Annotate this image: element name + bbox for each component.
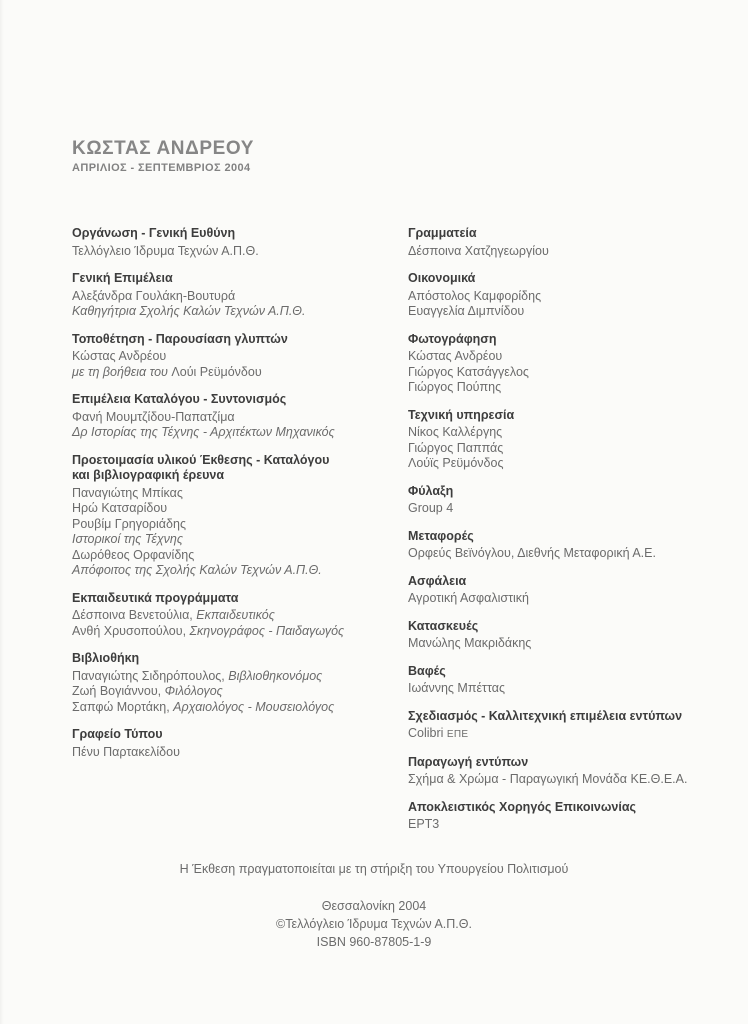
credit-line: Απόφοιτος της Σχολής Καλών Τεχνών Α.Π.Θ. bbox=[72, 563, 322, 577]
colophon-isbn: ISBN 960-87805-1-9 bbox=[316, 935, 432, 949]
credit-section bbox=[408, 271, 720, 320]
credit-line: Ρουβίμ Γρηγοριάδης bbox=[72, 516, 186, 531]
credit-section bbox=[72, 591, 408, 640]
credit-section bbox=[72, 453, 408, 579]
credit-line: Αγροτική Ασφαλιστική bbox=[408, 591, 529, 605]
credit-section bbox=[408, 484, 720, 517]
credit-line: Νίκος Καλλέργης bbox=[408, 425, 503, 439]
credit-line: Γιώργος Πούπης bbox=[408, 380, 502, 394]
credit-line: Φανή Μουμτζίδου-Παπατζίμα bbox=[72, 409, 235, 424]
credit-line: Δέσποινα Βενετούλια, Εκπαιδευτικός bbox=[72, 608, 275, 622]
section-heading: Φύλαξη bbox=[408, 483, 454, 498]
section-heading: Βιβλιοθήκη bbox=[72, 651, 140, 665]
section-heading: Ασφάλεια bbox=[408, 573, 467, 588]
section-heading: Βαφές bbox=[408, 663, 446, 678]
credit-line: με τη βοήθεια του Λούι Ρεϋμόνδου bbox=[72, 364, 262, 379]
section-heading: Αποκλειστικός Χορηγός Επικοινωνίας bbox=[408, 799, 637, 814]
credit-line: Μανώλης Μακριδάκης bbox=[408, 636, 532, 650]
credit-line: Ζωή Βογιάννου, Φιλόλογος bbox=[72, 684, 223, 698]
credit-line: Δωρόθεος Ορφανίδης bbox=[72, 547, 195, 562]
credit-line: Ευαγγελία Διμπνίδου bbox=[408, 304, 525, 318]
credit-line: Αλεξάνδρα Γουλάκη-Βουτυρά bbox=[72, 288, 236, 303]
credit-line: Πένυ Παρτακελίδου bbox=[72, 744, 180, 759]
section-heading: Τεχνική υπηρεσία bbox=[408, 407, 515, 422]
credit-section bbox=[408, 755, 720, 788]
credit-section bbox=[408, 332, 720, 396]
credit-line: Απόστολος Καμφορίδης bbox=[408, 288, 542, 303]
section-heading: Μεταφορές bbox=[408, 528, 474, 543]
credit-section bbox=[72, 727, 408, 760]
credit-section bbox=[408, 664, 720, 697]
credit-line: Κώστας Ανδρέου bbox=[72, 349, 167, 363]
section-heading: Παραγωγή εντύπων bbox=[408, 754, 529, 769]
ministry-support-note: Η Έκθεση πραγματοποιείται με τη στήριξη του Υπουργείου Πολιτισμού bbox=[179, 862, 569, 876]
credit-section bbox=[408, 800, 720, 833]
credit-line: Παναγιώτης Μπίκας bbox=[72, 485, 183, 500]
section-heading: Σχεδιασμός - Καλλιτεχνική επιμέλεια εντύπων bbox=[408, 708, 683, 723]
credit-line: Δέσποινα Χατζηγεωργίου bbox=[408, 243, 549, 258]
credit-line: Σαπφώ Μορτάκη, Αρχαιολόγος - Μουσειολόγος bbox=[72, 699, 335, 714]
section-heading: Γραμματεία bbox=[408, 226, 477, 240]
credit-line: Ηρώ Κατσαρίδου bbox=[72, 501, 168, 515]
section-heading: Επιμέλεια Καταλόγου - Συντονισμός bbox=[72, 392, 287, 406]
credit-section bbox=[72, 332, 408, 381]
section-heading: Εκπαιδευτικά προγράμματα bbox=[72, 590, 239, 605]
credit-line: Σχήμα & Χρώμα - Παραγωγική Μονάδα ΚΕ.Θ.Ε.Α. bbox=[408, 772, 688, 786]
credit-line: Group 4 bbox=[408, 501, 454, 515]
credit-section bbox=[408, 226, 720, 259]
credit-line: Ιωάννης Μπέττας bbox=[408, 681, 505, 695]
credit-line: Παναγιώτης Σιδηρόπουλος, Βιβλιοθηκονόμος bbox=[72, 668, 323, 683]
section-heading: Προετοιμασία υλικού Έκθεσης - Καταλόγου bbox=[72, 452, 330, 467]
colophon-city-year: Θεσσαλονίκη 2004 bbox=[321, 899, 427, 913]
credit-line: Ιστορικοί της Τέχνης bbox=[72, 532, 183, 546]
credit-section bbox=[72, 271, 408, 320]
credits-column-right bbox=[408, 226, 720, 845]
credit-line: Τελλόγλειο Ίδρυμα Τεχνών Α.Π.Θ. bbox=[72, 243, 259, 258]
credit-section bbox=[72, 392, 408, 441]
credit-section bbox=[408, 619, 720, 652]
credit-line: Ανθή Χρυσοπούλου, Σκηνογράφος - Παιδαγωγός bbox=[72, 623, 345, 638]
credits-column-left bbox=[72, 226, 408, 845]
credit-line: Γιώργος Κατσάγγελος bbox=[408, 364, 529, 379]
credit-section bbox=[72, 651, 408, 715]
section-heading: Γενική Επιμέλεια bbox=[72, 271, 173, 285]
credit-section bbox=[408, 529, 720, 562]
credit-line: Colibri ΕΠΕ bbox=[408, 726, 469, 740]
section-heading: Φωτογράφηση bbox=[408, 331, 497, 346]
title-block bbox=[72, 138, 254, 174]
credit-section bbox=[408, 408, 720, 472]
page-subtitle: ΑΠΡΙΛΙΟΣ - ΣΕΠΤΕΜΒΡΙΟΣ 2004 bbox=[72, 162, 251, 174]
credit-line: ΕΡΤ3 bbox=[408, 817, 440, 831]
credit-line: Γιώργος Παππάς bbox=[408, 440, 504, 455]
colophon-copyright: ©Τελλόγλειο Ίδρυμα Τεχνών Α.Π.Θ. bbox=[276, 917, 472, 931]
section-heading: Οικονομικά bbox=[408, 271, 476, 285]
section-heading: και βιβλιογραφική έρευνα bbox=[72, 468, 225, 482]
credit-line: Ορφεύς Βεϊνόγλου, Διεθνής Μεταφορική Α.Ε. bbox=[408, 546, 656, 560]
credit-line: Λούϊς Ρεϋμόνδος bbox=[408, 456, 504, 470]
section-heading: Κατασκευές bbox=[408, 618, 479, 633]
section-heading: Οργάνωση - Γενική Ευθύνη bbox=[72, 226, 236, 240]
credits-columns bbox=[72, 226, 720, 845]
page-title: ΚΩΣΤΑΣ ΑΝΔΡΕΟΥ bbox=[72, 138, 255, 159]
credit-line: Κώστας Ανδρέου bbox=[408, 349, 503, 363]
credit-section bbox=[408, 709, 720, 743]
credit-line: Καθηγήτρια Σχολής Καλών Τεχνών Α.Π.Θ. bbox=[72, 304, 306, 318]
colophon bbox=[0, 897, 748, 951]
section-heading: Γραφείο Τύπου bbox=[72, 727, 163, 741]
credit-line: Δρ Ιστορίας της Τέχνης - Αρχιτέκτων Μηχανικός bbox=[72, 425, 335, 439]
section-heading: Τοποθέτηση - Παρουσίαση γλυπτών bbox=[72, 331, 288, 346]
credit-section bbox=[408, 574, 720, 607]
credit-section bbox=[72, 226, 408, 259]
